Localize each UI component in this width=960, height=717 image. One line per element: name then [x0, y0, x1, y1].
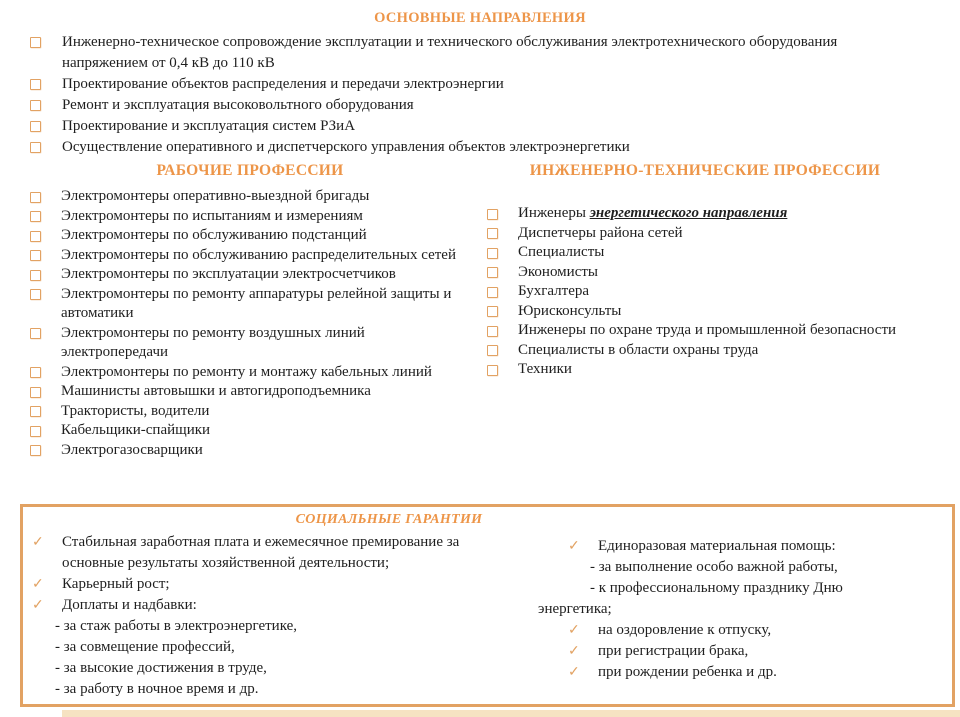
engineering-professions-list: [480, 204, 960, 380]
list-item-text: Ремонт и эксплуатация высоковольтного оборудования: [62, 97, 414, 113]
social-item: [538, 536, 946, 557]
checkbox-bullet-icon: [487, 267, 498, 278]
list-item-text: Электромонтеры по обслуживанию распределительных сетей: [61, 246, 456, 263]
social-guarantees-right-column: [538, 536, 946, 683]
list-item: [30, 324, 474, 363]
working-professions-section: [0, 162, 480, 460]
social-item: [23, 574, 495, 595]
list-item-text: Электромонтеры по ремонту воздушных линий электропередачи: [61, 324, 365, 360]
list-item: [487, 341, 948, 361]
main-directions-title: ОСНОВНЫЕ НАПРАВЛЕНИЯ: [374, 10, 586, 26]
checkbox-bullet-icon: [487, 365, 498, 376]
checkbox-bullet-icon: [30, 250, 41, 261]
list-item: [30, 137, 915, 158]
social-item: [23, 658, 495, 679]
list-item: [487, 263, 948, 283]
list-item-text: Инженерно-техническое сопровождение эксплуатации и технического обслуживания электротехнического оборудования напряжением от 0,4 кВ до 110 кВ: [62, 34, 838, 71]
list-item: [30, 32, 915, 74]
list-item: [30, 95, 915, 116]
list-item: [30, 285, 474, 324]
checkbox-bullet-icon: [30, 289, 41, 300]
list-item-text: Специалисты: [518, 244, 605, 260]
checkbox-bullet-icon: [30, 121, 41, 132]
social-item: [23, 616, 495, 637]
check-icon: [32, 574, 62, 595]
checkbox-bullet-icon: [487, 345, 498, 356]
social-item: [23, 637, 495, 658]
list-item: [30, 402, 474, 422]
list-item: [487, 243, 948, 263]
social-item-text: Доплаты и надбавки:: [62, 597, 197, 613]
list-item-text: Электромонтеры по испытаниям и измерениям: [61, 207, 363, 224]
social-item: [23, 679, 495, 700]
social-item-text: энергетика;: [538, 601, 612, 617]
social-item-text: - за совмещение профессий,: [55, 639, 235, 655]
checkbox-bullet-icon: [30, 142, 41, 153]
list-item: [487, 204, 948, 224]
checkbox-bullet-icon: [487, 326, 498, 337]
list-item: [487, 282, 948, 302]
list-item: [487, 321, 948, 341]
checkbox-bullet-icon: [487, 287, 498, 298]
list-item: [487, 360, 948, 380]
list-item-text: Электрогазосварщики: [61, 441, 203, 458]
checkbox-bullet-icon: [30, 79, 41, 90]
list-item-text: Электромонтеры по обслуживанию подстанций: [61, 227, 367, 243]
social-item-text: Единоразовая материальная помощь:: [598, 538, 836, 554]
check-icon: [568, 641, 598, 662]
emphasized-text: энергетического направления: [589, 205, 788, 221]
social-item-text: Карьерный рост;: [62, 576, 170, 592]
list-item-text: Бухгалтера: [518, 283, 590, 299]
check-icon: [568, 620, 598, 641]
list-item-text: Трактористы, водители: [61, 402, 210, 419]
list-item-text: Электромонтеры по эксплуатации электросчетчиков: [61, 266, 396, 282]
checkbox-bullet-icon: [30, 367, 41, 378]
list-item-text: Инженеры энергетического направления: [518, 205, 788, 221]
social-item-text: - к профессиональному празднику Дню: [590, 580, 843, 596]
list-item: [30, 187, 474, 207]
check-icon: [568, 662, 598, 683]
checkbox-bullet-icon: [30, 387, 41, 398]
list-item: [30, 265, 474, 285]
social-item: [538, 557, 946, 578]
social-item-text: при рождении ребенка и др.: [598, 664, 777, 680]
list-item-text: Экономисты: [518, 263, 598, 280]
working-professions-list: [0, 187, 480, 460]
checkbox-bullet-icon: [30, 37, 41, 48]
list-item-text: Проектирование и эксплуатация систем РЗиА: [62, 118, 356, 134]
engineering-professions-title: ИНЖЕНЕРНО-ТЕХНИЧЕСКИЕ ПРОФЕССИИ: [529, 162, 881, 179]
checkbox-bullet-icon: [30, 445, 41, 456]
bottom-accent-bar: [62, 710, 960, 717]
list-item-text: Электромонтеры по ремонту аппаратуры релейной защиты и автоматики: [61, 285, 452, 321]
checkbox-bullet-icon: [487, 306, 498, 317]
social-item-text: - за работу в ночное время и др.: [55, 681, 259, 697]
list-item-text: Электромонтеры по ремонту и монтажу кабельных линий: [61, 363, 432, 380]
engineering-professions-section: [480, 162, 960, 380]
list-item-text: Кабельщики-спайщики: [61, 422, 211, 438]
checkbox-bullet-icon: [30, 100, 41, 111]
social-item: [538, 599, 946, 620]
list-item-text: Инженеры по охране труда и промышленной безопасности: [518, 322, 897, 338]
list-item: [30, 207, 474, 227]
checkbox-bullet-icon: [30, 406, 41, 417]
list-item-text: Электромонтеры оперативно-выездной бригады: [61, 188, 370, 204]
social-item: [538, 662, 946, 683]
list-item-text: Осуществление оперативного и диспетчерского управления объектов электроэнергетики: [62, 139, 630, 155]
checkbox-bullet-icon: [30, 231, 41, 242]
list-item: [487, 302, 948, 322]
check-icon: [32, 595, 62, 616]
list-item: [30, 116, 915, 137]
list-item-text: Техники: [518, 361, 572, 377]
checkbox-bullet-icon: [487, 228, 498, 239]
list-item: [30, 363, 474, 383]
social-item-text: Стабильная заработная плата и ежемесячное премирование за основные результаты хозяйственной деятельности;: [62, 534, 460, 571]
list-item: [30, 226, 474, 246]
main-directions-list: [30, 32, 915, 158]
social-guarantees-left-column: [23, 532, 495, 700]
social-item-text: - за выполнение особо важной работы,: [590, 559, 838, 575]
social-item-text: - за высокие достижения в труде,: [55, 660, 267, 676]
list-item-text: Диспетчеры района сетей: [518, 224, 683, 241]
social-item-text: на оздоровление к отпуску,: [598, 622, 772, 638]
social-item-text: - за стаж работы в электроэнергетике,: [55, 618, 298, 634]
social-guarantees-title: СОЦИАЛЬНЫЕ ГАРАНТИИ: [295, 512, 483, 527]
checkbox-bullet-icon: [30, 211, 41, 222]
working-professions-title: РАБОЧИЕ ПРОФЕССИИ: [156, 162, 344, 179]
checkbox-bullet-icon: [30, 426, 41, 437]
list-item: [30, 382, 474, 402]
list-item-text: Юрисконсульты: [518, 302, 622, 319]
check-icon: [32, 532, 62, 553]
social-item: [23, 532, 495, 574]
list-item: [30, 74, 915, 95]
list-item: [30, 421, 474, 441]
social-item: [538, 620, 946, 641]
checkbox-bullet-icon: [30, 270, 41, 281]
social-item: [23, 595, 495, 616]
checkbox-bullet-icon: [487, 248, 498, 259]
social-guarantees-box: [20, 504, 955, 707]
list-item: [30, 441, 474, 461]
checkbox-bullet-icon: [487, 209, 498, 220]
checkbox-bullet-icon: [30, 192, 41, 203]
checkbox-bullet-icon: [30, 328, 41, 339]
social-item-text: при регистрации брака,: [598, 643, 749, 659]
list-item-text: Проектирование объектов распределения и передачи электроэнергии: [62, 76, 504, 92]
social-item: [538, 578, 946, 599]
list-item-text: Машинисты автовышки и автогидроподъемника: [61, 383, 371, 399]
list-item: [30, 246, 474, 266]
list-item-text: Специалисты в области охраны труда: [518, 341, 759, 358]
social-item: [538, 641, 946, 662]
check-icon: [568, 536, 598, 557]
list-item: [487, 224, 948, 244]
